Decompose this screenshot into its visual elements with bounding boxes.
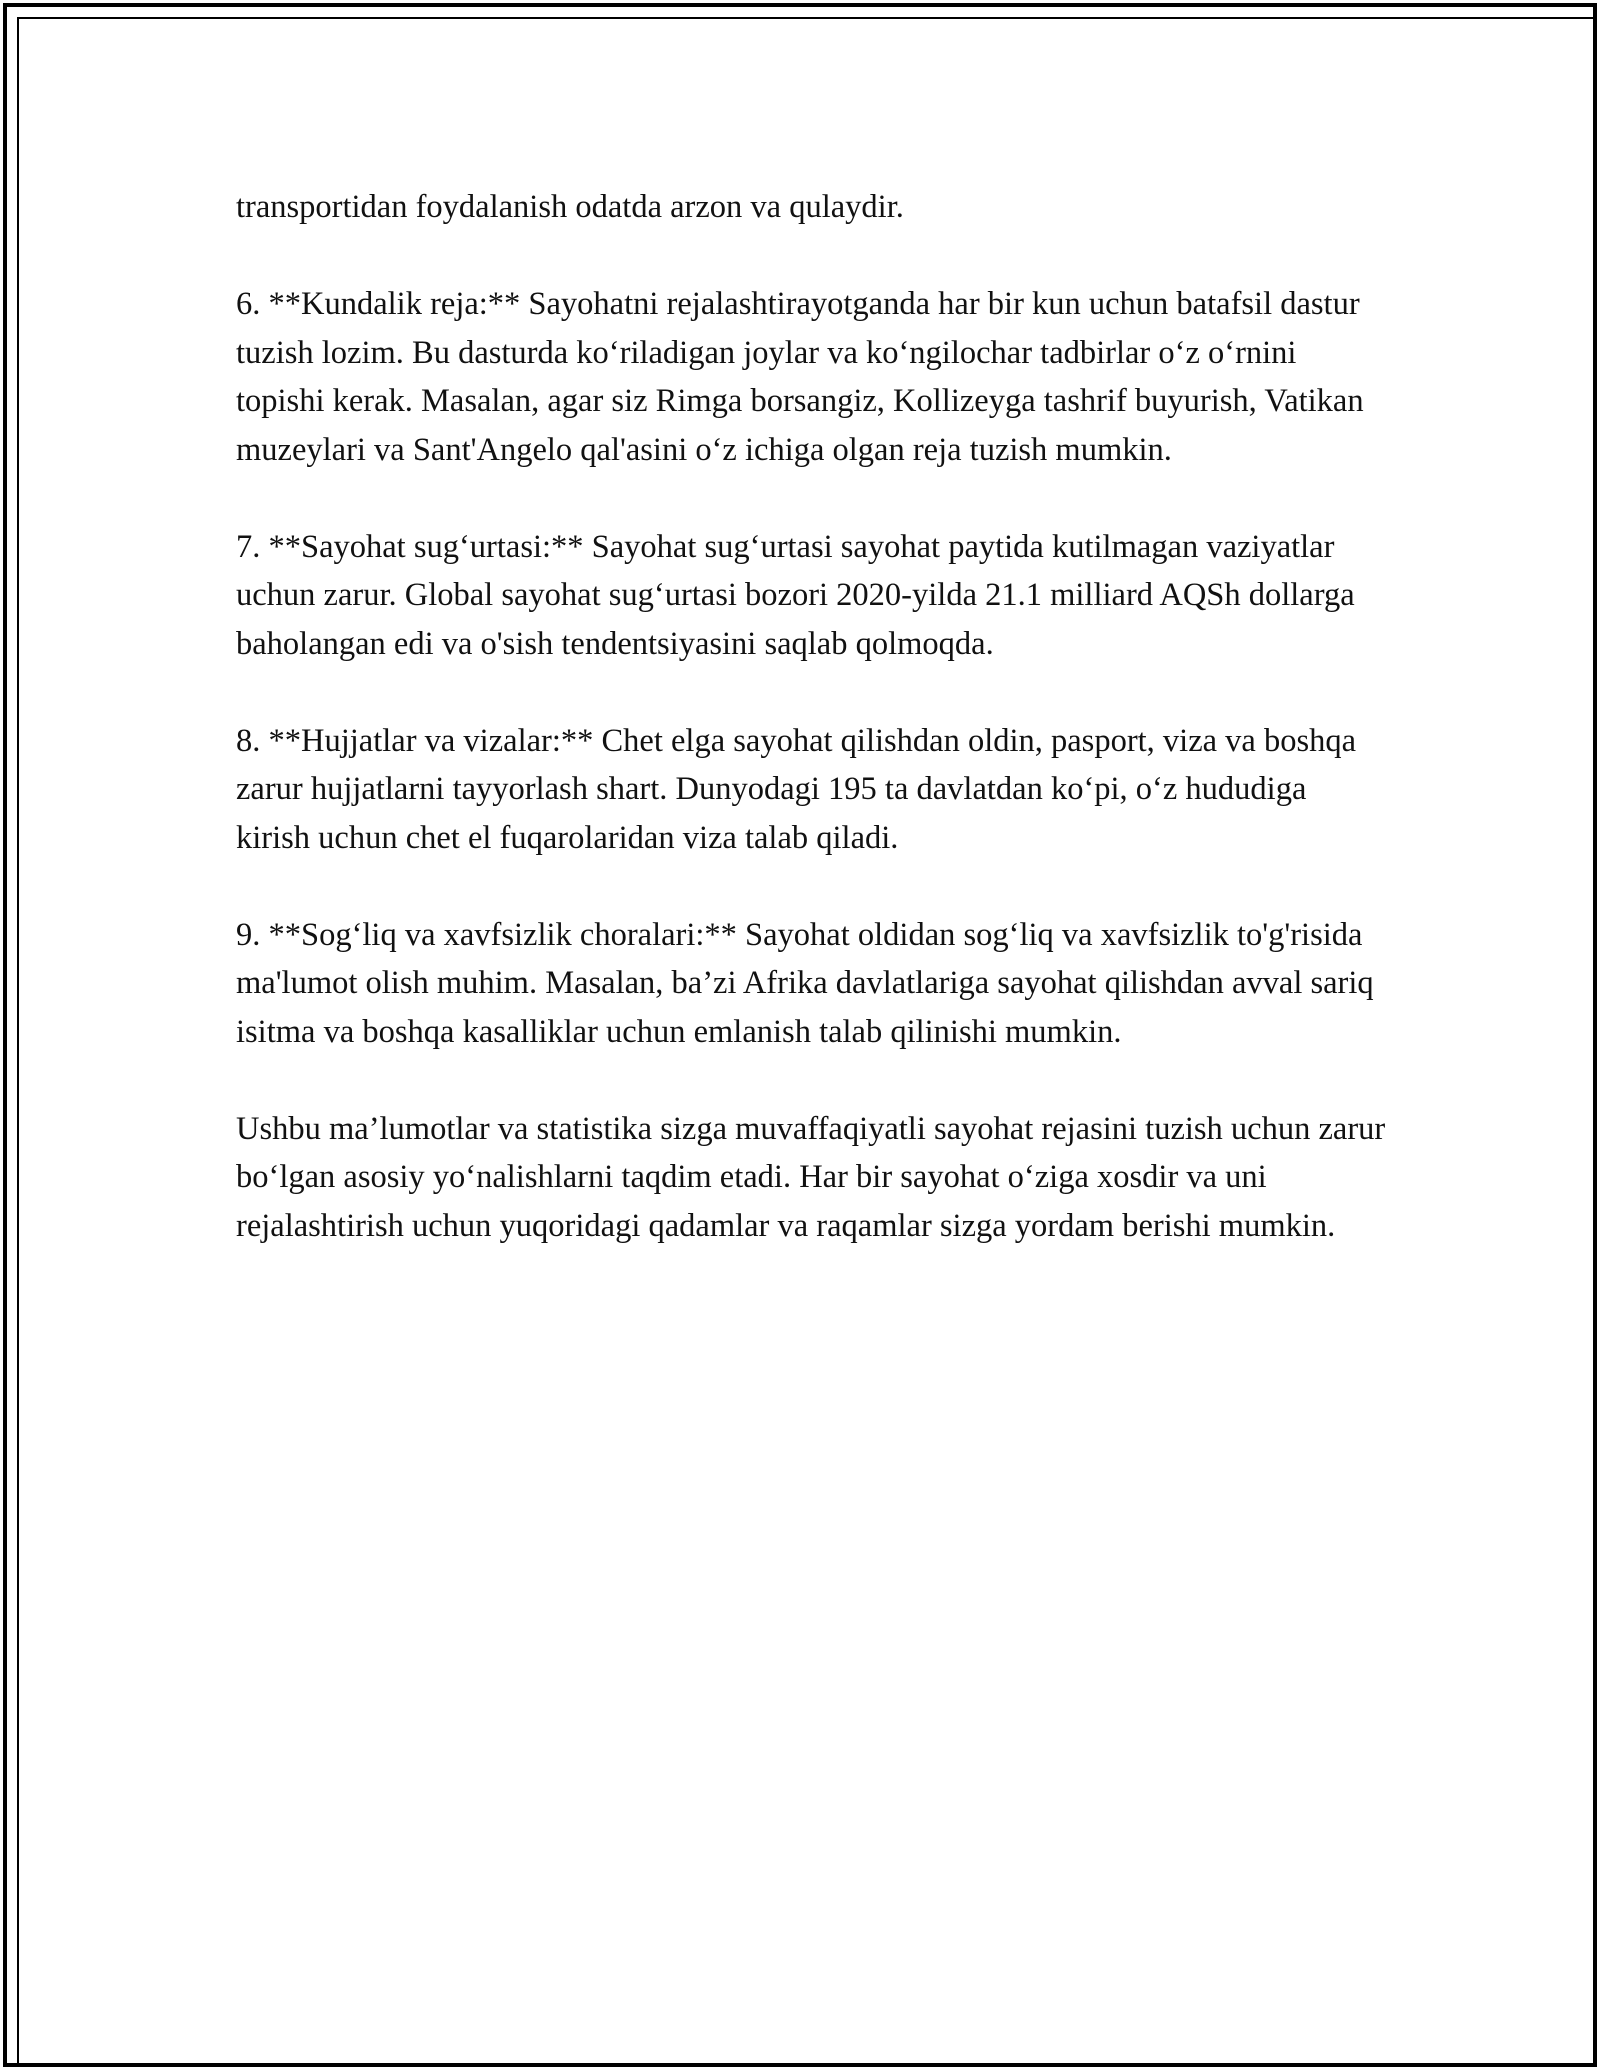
document-body [236,183,1386,1250]
paragraph-daily-plan: 6. **Kundalik reja:** Sayohatni rejalashtirayotganda har bir kun uchun batafsil dastur tuzish lozim. Bu dasturda ko‘riladigan joylar va ko‘ngilochar tadbirlar o‘z o‘rnini topishi kerak. Masalan, agar siz Rimga borsangiz, Kollizeyga tashrif buyurish, Vatikan muzeylari va Sant'Angelo qal'asini o‘z ichiga olgan reja tuzish mumkin. [236,286,1364,468]
paragraph-conclusion: Ushbu ma’lumotlar va statistika sizga muvaffaqiyatli sayohat rejasini tuzish uchun zarur bo‘lgan asosiy yo‘nalishlarni taqdim etadi. Har bir sayohat o‘ziga xosdir va uni rejalashtirish uchun yuqoridagi qadamlar va raqamlar sizga yordam berishi mumkin. [236,1110,1386,1244]
paragraph-documents-visas: 8. **Hujjatlar va vizalar:** Chet elga sayohat qilishdan oldin, pasport, viza va boshqa zarur hujjatlarni tayyorlash shart. Dunyodagi 195 ta davlatdan ko‘pi, o‘z hududiga kirish uchun chet el fuqarolaridan viza talab qiladi. [236,722,1357,856]
paragraph-travel-insurance: 7. **Sayohat sug‘urtasi:** Sayohat sug‘urtasi sayohat paytida kutilmagan vaziyatlar uchun zarur. Global sayohat sug‘urtasi bozori 2020-yilda 21.1 milliard AQSh dollarga baholangan edi va o'sish tendentsiyasini saqlab qolmoqda. [236,528,1355,662]
paragraph-health-safety: 9. **Sog‘liq va xavfsizlik choralari:** Sayohat oldidan sog‘liq va xavfsizlik to'g'risida ma'lumot olish muhim. Masalan, ba’zi Afrika davlatlariga sayohat qilishdan avval sariq isitma va boshqa kasalliklar uchun emlanish talab qilinishi mumkin. [236,916,1374,1050]
paragraph-transport-continuation: transportidan foydalanish odatda arzon va qulaydir. [236,189,904,225]
